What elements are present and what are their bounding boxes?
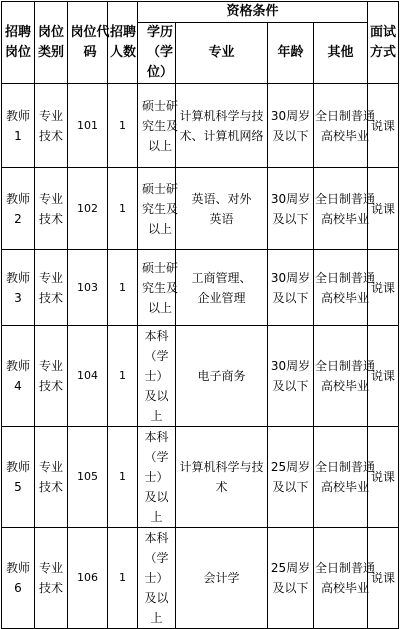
cell-interview: 说课 xyxy=(368,427,399,528)
cell-age: 30周岁及以下 xyxy=(268,84,314,168)
cell-other: 全日制普通高校毕业 xyxy=(314,528,368,629)
cell-position: 教师1 xyxy=(2,84,35,168)
header-count: 招聘人数 xyxy=(108,2,138,84)
cell-education: 本科（学士）及以上 xyxy=(138,528,176,629)
header-position: 招聘岗位 xyxy=(2,2,35,84)
table-row xyxy=(2,84,399,168)
cell-interview: 说课 xyxy=(368,250,399,326)
cell-code: 105 xyxy=(68,427,108,528)
table-row xyxy=(2,326,399,427)
cell-other: 全日制普通高校毕业 xyxy=(314,326,368,427)
cell-major: 会计学 xyxy=(176,528,268,629)
cell-category: 专业技术 xyxy=(35,528,68,629)
recruitment-table xyxy=(1,1,399,629)
header-interview: 面试方式 xyxy=(368,2,399,84)
header-education: 学历（学位） xyxy=(138,23,176,84)
cell-count: 1 xyxy=(108,427,138,528)
cell-education: 硕士研究生及以上 xyxy=(138,168,176,250)
cell-education: 硕士研究生及以上 xyxy=(138,84,176,168)
cell-interview: 说课 xyxy=(368,326,399,427)
table-row xyxy=(2,427,399,528)
cell-education: 本科（学士）及以上 xyxy=(138,427,176,528)
cell-interview: 说课 xyxy=(368,84,399,168)
cell-code: 102 xyxy=(68,168,108,250)
table-row xyxy=(2,168,399,250)
cell-age: 25周岁及以下 xyxy=(268,427,314,528)
cell-age: 30周岁及以下 xyxy=(268,168,314,250)
table-row xyxy=(2,528,399,629)
cell-major: 电子商务 xyxy=(176,326,268,427)
cell-major: 计算机科学与技术、计算机网络 xyxy=(176,84,268,168)
cell-code: 104 xyxy=(68,326,108,427)
cell-education: 本科（学士）及以上 xyxy=(138,326,176,427)
header-code: 岗位代码 xyxy=(68,2,108,84)
cell-major: 英语、对外英语 xyxy=(176,168,268,250)
cell-position: 教师4 xyxy=(2,326,35,427)
cell-other: 全日制普通高校毕业 xyxy=(314,250,368,326)
header-other: 其他 xyxy=(314,23,368,84)
cell-category: 专业技术 xyxy=(35,168,68,250)
cell-code: 103 xyxy=(68,250,108,326)
cell-other: 全日制普通高校毕业 xyxy=(314,168,368,250)
cell-category: 专业技术 xyxy=(35,84,68,168)
cell-major: 工商管理、企业管理 xyxy=(176,250,268,326)
cell-interview: 说课 xyxy=(368,528,399,629)
cell-count: 1 xyxy=(108,168,138,250)
cell-other: 全日制普通高校毕业 xyxy=(314,427,368,528)
cell-position: 教师2 xyxy=(2,168,35,250)
cell-position: 教师3 xyxy=(2,250,35,326)
table-row xyxy=(2,250,399,326)
header-major: 专业 xyxy=(176,23,268,84)
header-category: 岗位类别 xyxy=(35,2,68,84)
cell-age: 25周岁及以下 xyxy=(268,528,314,629)
cell-category: 专业技术 xyxy=(35,250,68,326)
cell-count: 1 xyxy=(108,84,138,168)
cell-count: 1 xyxy=(108,250,138,326)
cell-count: 1 xyxy=(108,528,138,629)
cell-age: 30周岁及以下 xyxy=(268,250,314,326)
header-age: 年龄 xyxy=(268,23,314,84)
cell-category: 专业技术 xyxy=(35,326,68,427)
cell-code: 101 xyxy=(68,84,108,168)
cell-count: 1 xyxy=(108,326,138,427)
cell-education: 硕士研究生及以上 xyxy=(138,250,176,326)
header-qualification: 资格条件 xyxy=(138,2,368,23)
cell-position: 教师5 xyxy=(2,427,35,528)
cell-interview: 说课 xyxy=(368,168,399,250)
cell-code: 106 xyxy=(68,528,108,629)
cell-major: 计算机科学与技术 xyxy=(176,427,268,528)
cell-other: 全日制普通高校毕业 xyxy=(314,84,368,168)
cell-position: 教师6 xyxy=(2,528,35,629)
cell-age: 30周岁及以下 xyxy=(268,326,314,427)
cell-category: 专业技术 xyxy=(35,427,68,528)
